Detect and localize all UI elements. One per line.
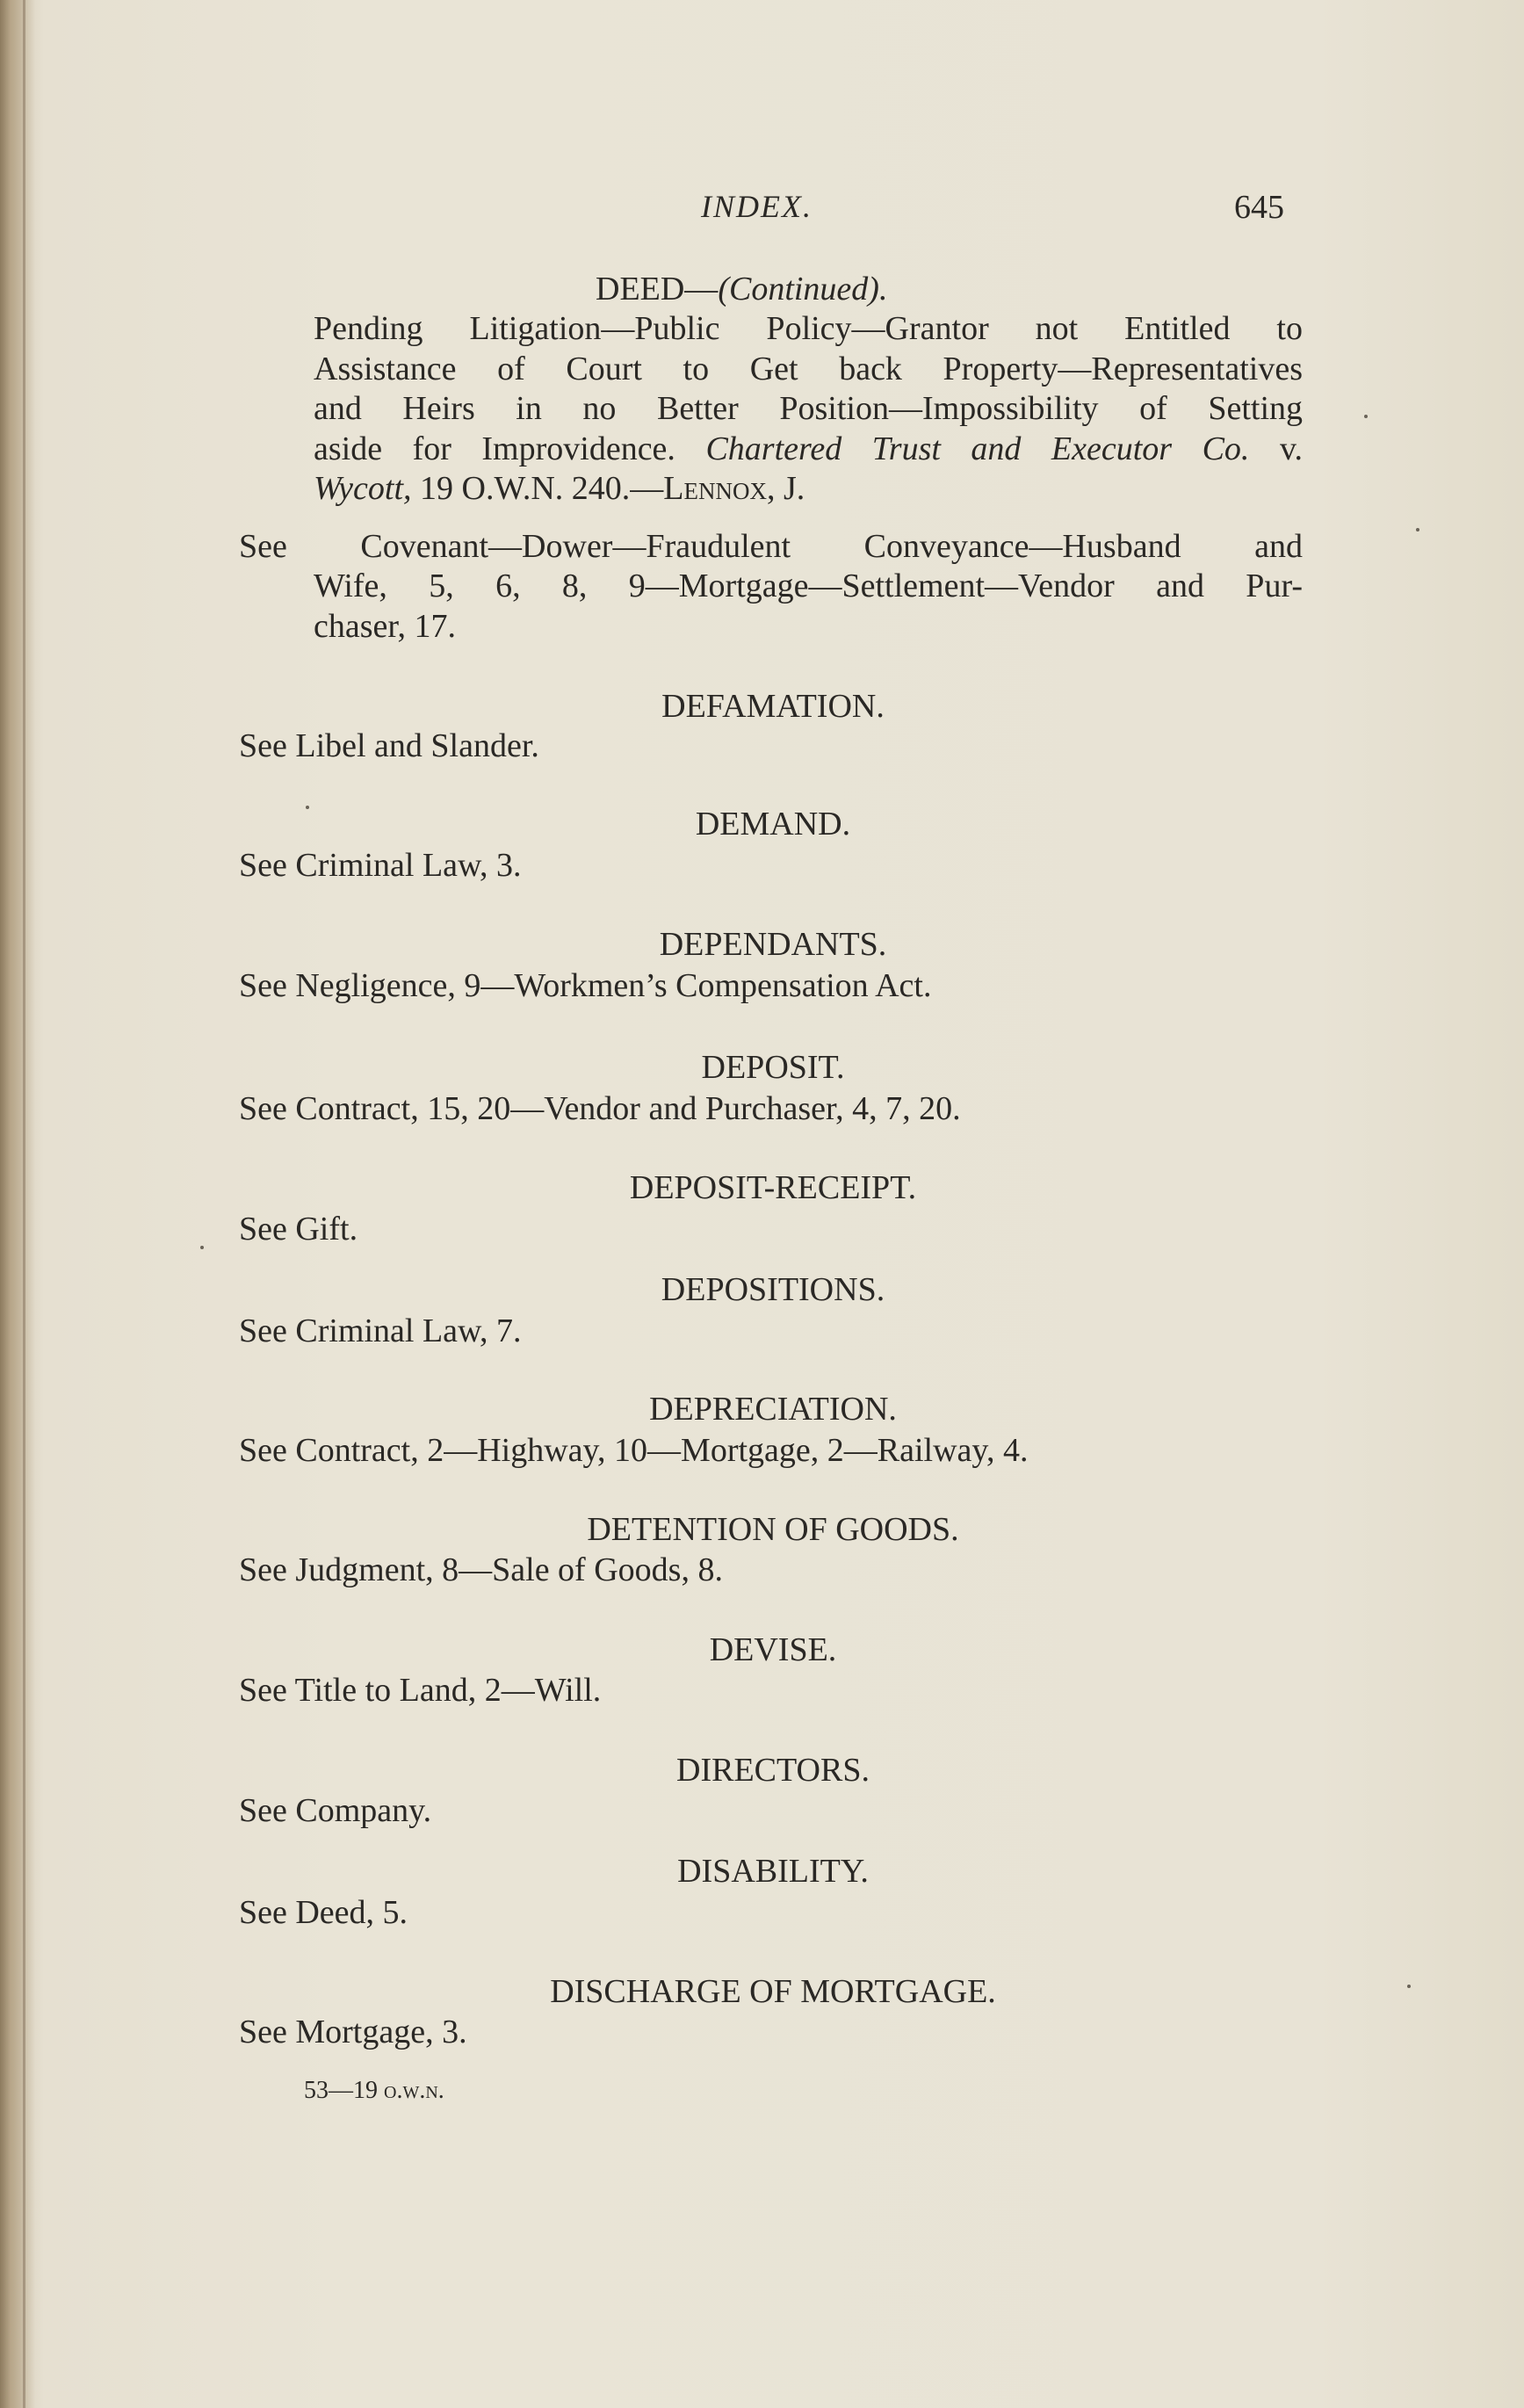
deed-line-1: Pending Litigation—Public Policy—Grantor not Entitled to: [314, 310, 1303, 347]
heading-depositions: DEPOSITIONS.: [661, 1271, 885, 1308]
deed-heading: [596, 269, 887, 309]
see-demand: See Criminal Law, 3.: [239, 847, 522, 884]
paper-speck: [1407, 1985, 1411, 1988]
signature-mark: 53—19 o.w.n.: [304, 2077, 444, 2104]
paper-speck: [200, 1246, 204, 1249]
see-depreciation: See Contract, 2—Highway, 10—Mortgage, 2—Railway, 4.: [239, 1432, 1029, 1469]
deed-line-5: [314, 469, 1303, 510]
heading-defamation: DEFAMATION.: [661, 688, 885, 725]
see-disability: See Deed, 5.: [239, 1894, 408, 1931]
see-discharge-of-mortgage: See Mortgage, 3.: [239, 2014, 467, 2050]
heading-directors: DIRECTORS.: [676, 1752, 870, 1789]
heading-discharge-of-mortgage: DISCHARGE OF MORTGAGE.: [550, 1973, 996, 2010]
deed-see-continuation: [314, 567, 1303, 647]
judge-suffix: , J.: [766, 470, 805, 507]
book-spine-shadow: [0, 0, 35, 2408]
book-spine-edge: [23, 0, 25, 2408]
heading-dependants: DEPENDANTS.: [659, 926, 887, 963]
heading-demand: DEMAND.: [695, 806, 851, 842]
heading-devise: DEVISE.: [709, 1631, 837, 1668]
judge-name: Lennox: [663, 470, 767, 507]
heading-deposit: DEPOSIT.: [701, 1049, 845, 1086]
case-citation: 19 O.W.N. 240.—: [411, 470, 664, 507]
see-detention-of-goods: See Judgment, 8—Sale of Goods, 8.: [239, 1551, 723, 1588]
deed-line-4-text: aside for Improvidence.: [314, 430, 706, 467]
case-name: Chartered Trust and Executor Co.: [705, 430, 1250, 467]
see-devise: See Title to Land, 2—Will.: [239, 1672, 602, 1709]
deed-see-line-2: Wife, 5, 6, 8, 9—Mortgage—Settlement—Vendor and Pur-: [314, 568, 1303, 604]
deed-heading-word: DEED—: [596, 271, 719, 307]
see-defamation: See Libel and Slander.: [239, 727, 539, 764]
see-deposit-receipt: See Gift.: [239, 1211, 358, 1247]
heading-disability: DISABILITY.: [677, 1853, 869, 1890]
case-defendant: Wycott,: [314, 470, 412, 507]
page-number: 645: [1234, 189, 1284, 226]
deed-line-4: [314, 430, 1303, 470]
case-versus: v.: [1249, 430, 1303, 467]
heading-depreciation: DEPRECIATION.: [649, 1391, 897, 1428]
heading-deposit-receipt: DEPOSIT-RECEIPT.: [629, 1169, 917, 1206]
deed-see-also: [239, 527, 1303, 568]
deed-see-line-3: chaser, 17.: [314, 607, 457, 645]
running-head-title: INDEX.: [701, 189, 813, 224]
paper-speck: [1364, 415, 1368, 418]
see-depositions: See Criminal Law, 7.: [239, 1312, 522, 1349]
see-deposit: See Contract, 15, 20—Vendor and Purchaser, 4, 7, 20.: [239, 1090, 961, 1127]
paper-speck: [306, 806, 309, 809]
see-dependants: See Negligence, 9—Workmen’s Compensation Act.: [239, 967, 932, 1004]
deed-see-line-1: See Covenant—Dower—Fraudulent Conveyance—Husband and: [239, 528, 1303, 565]
paper-speck: [1416, 528, 1419, 531]
deed-line-2: Assistance of Court to Get back Property—Representatives: [314, 350, 1303, 387]
deed-heading-continued: (Continued).: [718, 271, 888, 307]
deed-line-3: and Heirs in no Better Position—Impossibility of Setting: [314, 390, 1303, 427]
deed-paragraph: [314, 309, 1303, 510]
heading-detention-of-goods: DETENTION OF GOODS.: [587, 1511, 959, 1548]
see-directors: See Company.: [239, 1792, 432, 1829]
